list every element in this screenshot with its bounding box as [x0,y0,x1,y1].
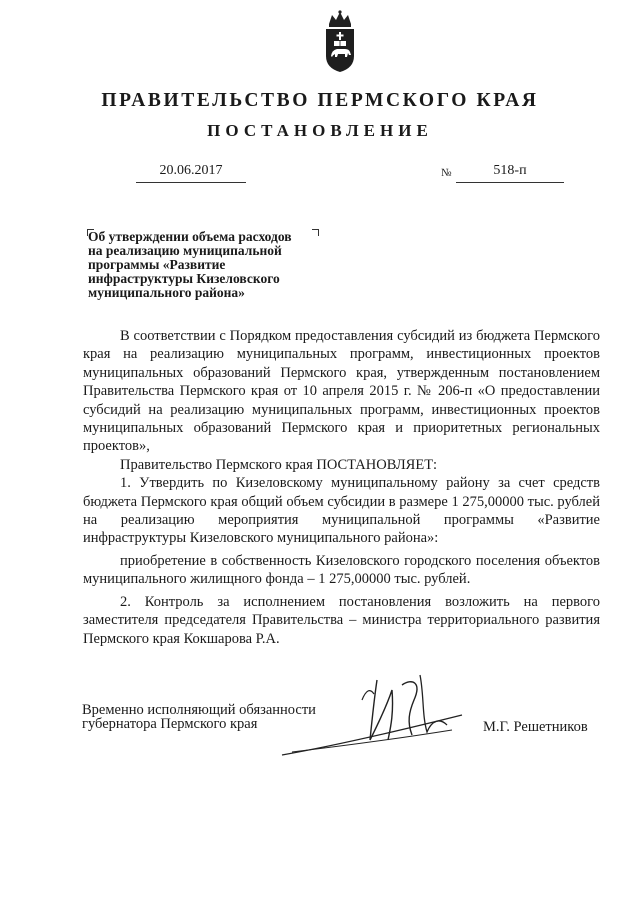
document-subject [88,230,328,300]
document-number: 518-п [456,163,564,183]
document-date: 20.06.2017 [136,163,246,183]
subject-line: инфраструктуры Кизеловского [88,271,280,286]
signer-position-line: губернатора Пермского края [82,715,258,732]
document-type-title: ПОСТАНОВЛЕНИЕ [207,121,433,140]
body-paragraph-item-1-detail: приобретение в собственность Кизеловского городского поселения объектов муниципального жилищного фонда – 1 275,00000 тыс. рублей. [83,552,600,588]
body-paragraph-item-2: 2. Контроль за исполнением постановления возложить на первого заместителя председателя Правительства – министра территориального развития Пермского края Кокшарова Р.А. [83,593,600,647]
subject-line: Об утверждении объема расходов [88,229,292,244]
body-paragraph-preamble: В соответствии с Порядком предоставления субсидий из бюджета Пермского края на реализацию муниципальных программ, инвестиционных проектов муниципальных образований Пермского края, утвержденным постановлением Правительства Пермского края от 10 апреля 2015 г. № 206-п «О предоставлении субсидий на реализацию муниципальных программ, инвестиционных проектов муниципальных образований Пермского края и приоритетных региональных проектов», [83,328,600,455]
subject-line: программы «Развитие [88,257,226,272]
body-paragraph-item-1: 1. Утвердить по Кизеловскому муниципальному району за счет средств бюджета Пермского края общий объем субсидии в размере 1 275,00000 тыс. рублей на реализацию мероприятия муниципальной программы «Развитие инфраструктуры Кизеловского муниципального района»: [83,475,600,547]
body-paragraph-resolves: Правительство Пермского края ПОСТАНОВЛЯЕТ: [120,456,438,473]
number-sign: № [441,167,452,179]
government-title: ПРАВИТЕЛЬСТВО ПЕРМСКОГО КРАЯ [101,90,539,111]
document-body [83,327,600,648]
handwritten-signature [262,660,492,765]
signer-position-line: Временно исполняющий обязанности [82,702,316,718]
signer-name: М.Г. Решетников [483,719,588,735]
subject-line: муниципального района» [88,285,245,300]
perm-krai-coat-of-arms-icon [323,10,357,74]
subject-line: на реализацию муниципальной [88,243,282,258]
